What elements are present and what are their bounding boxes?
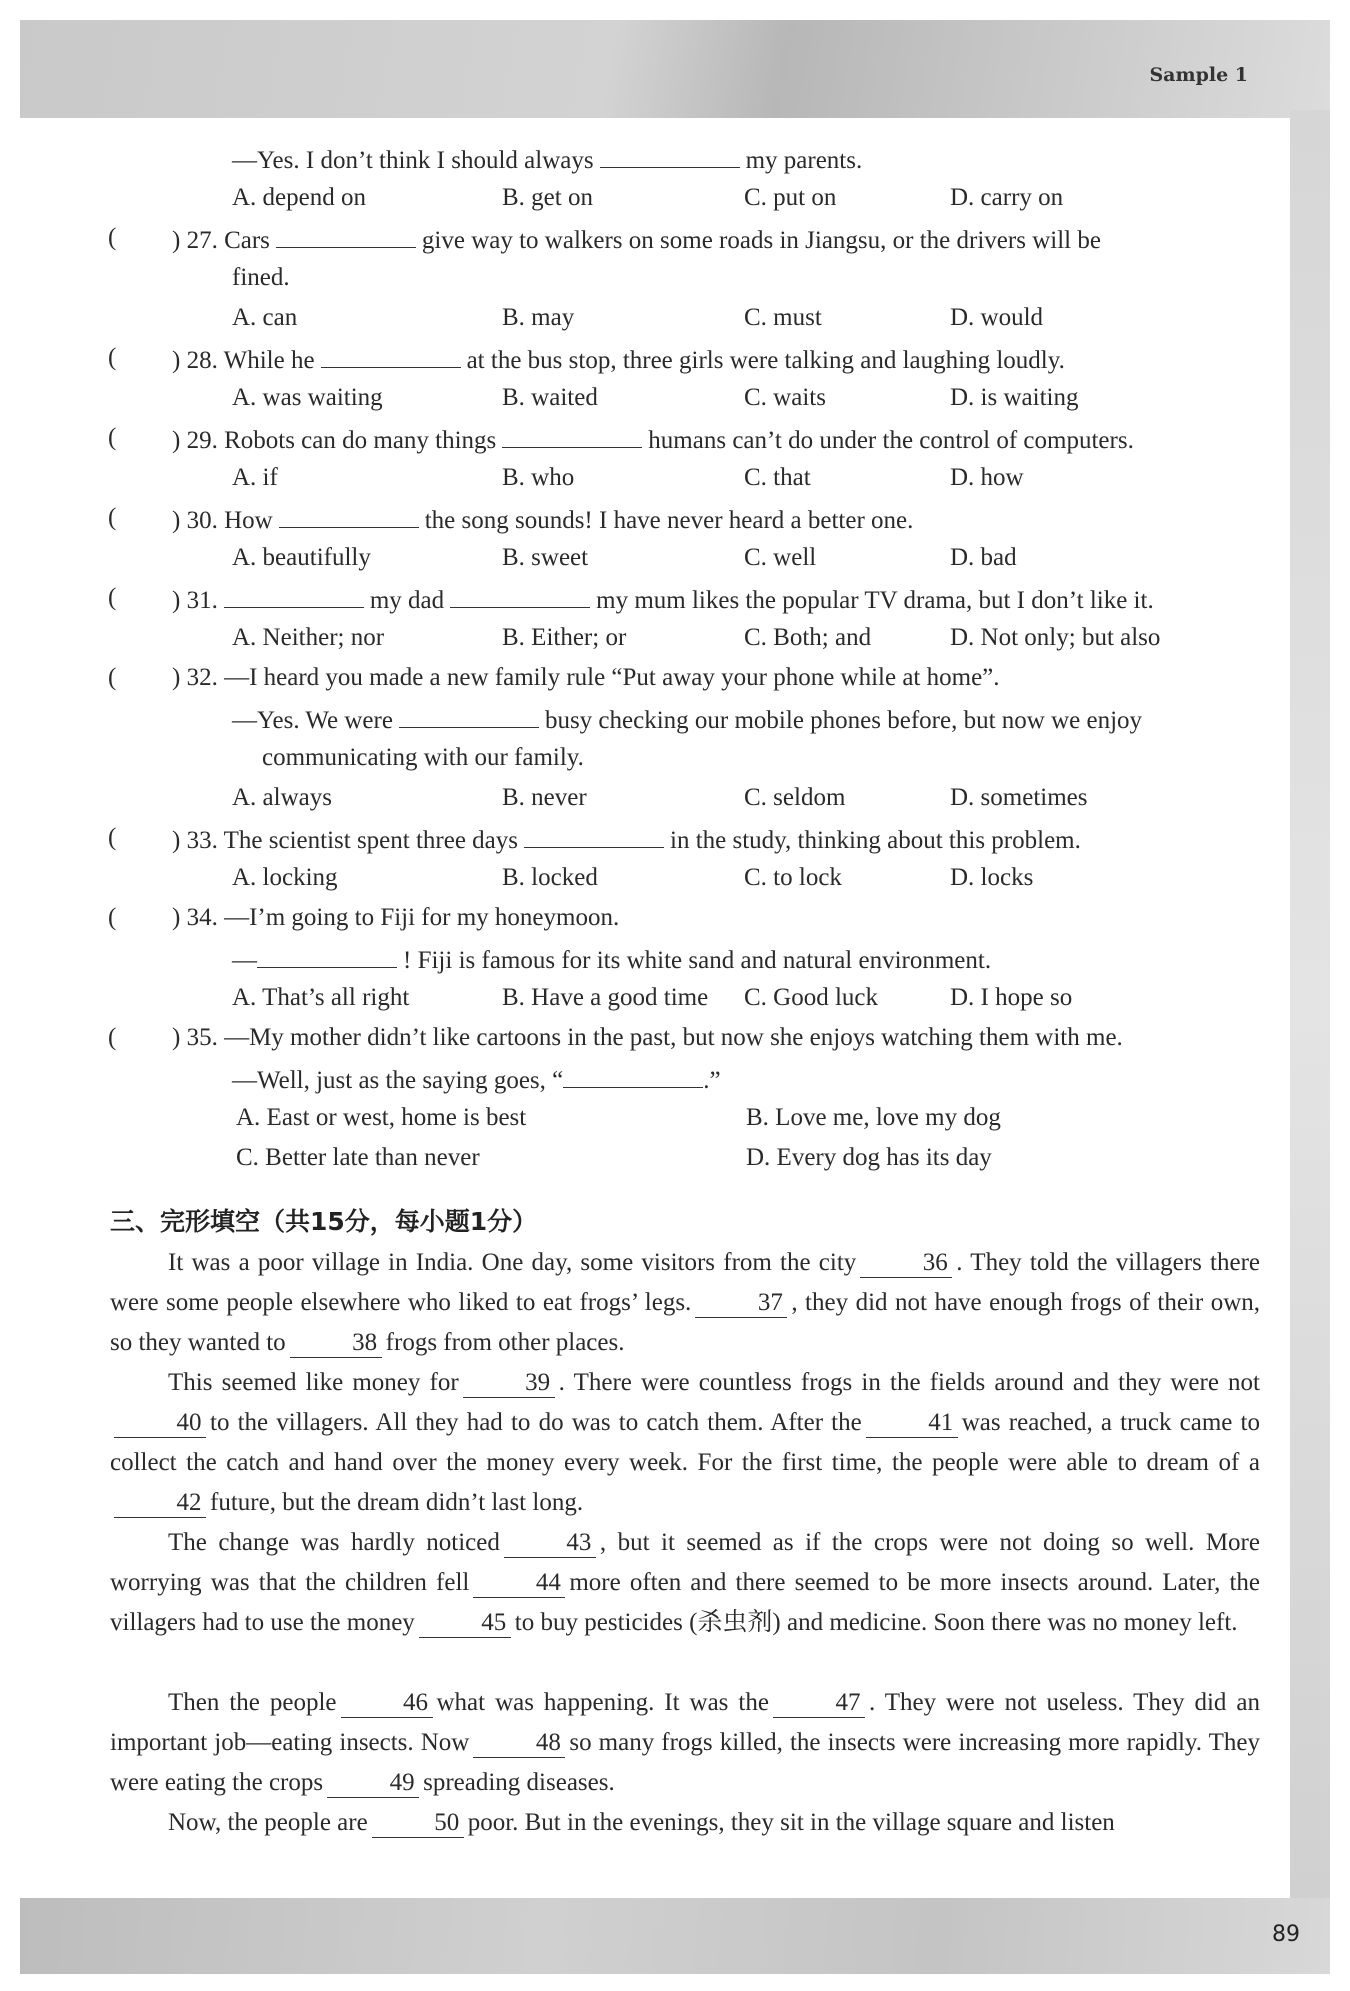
question-number: ) 34. xyxy=(172,904,218,931)
passage-text: so many frogs killed, the insects were increasing more rapidly. They were eating the crops xyxy=(110,1729,1261,1796)
question-32 xyxy=(172,663,1000,693)
cloze-blank: 40 xyxy=(114,1409,206,1438)
question-31 xyxy=(172,583,1154,616)
option-d: D. sometimes xyxy=(950,784,1088,811)
question-text: my mum likes the popular TV drama, but I don’t like it. xyxy=(596,587,1154,614)
answer-bracket: ( xyxy=(108,424,117,451)
option-d: D. bad xyxy=(950,544,1017,571)
answer-bracket: ( xyxy=(108,584,117,611)
answer-blank xyxy=(600,143,740,168)
option-c: C. that xyxy=(744,464,811,491)
question-29 xyxy=(172,423,1134,456)
answer-blank xyxy=(321,343,461,368)
option-a: A. can xyxy=(232,304,298,331)
answer-blank xyxy=(276,223,416,248)
passage-text: was reached, a truck came to collect the catch and hand over the money every week. For the first time, the people were able to dream of a xyxy=(110,1409,1261,1476)
option-d: D. is waiting xyxy=(950,384,1079,411)
question-text: Robots can do many things xyxy=(224,427,497,454)
cloze-paragraph-3 xyxy=(110,1523,1260,1643)
question-30 xyxy=(172,503,913,536)
answer-bracket: ( xyxy=(108,664,117,691)
passage-text: This seemed like money for xyxy=(168,1369,459,1396)
answer-bracket: ( xyxy=(108,1024,117,1051)
answer-blank xyxy=(399,703,539,728)
passage-text: to buy pesticides (杀虫剂) and medicine. Soon there was no money left. xyxy=(514,1609,1238,1636)
question-text: my parents. xyxy=(745,147,863,174)
option-b: B. Have a good time xyxy=(502,984,709,1011)
question-number: ) 29. xyxy=(172,427,218,454)
option-d: D. Every dog has its day xyxy=(746,1144,992,1171)
question-text: the song sounds! I have never heard a better one. xyxy=(424,507,914,534)
option-b: B. never xyxy=(502,784,587,811)
option-b: B. get on xyxy=(502,184,593,211)
sample-label: Sample 1 xyxy=(1149,64,1248,86)
passage-text: Now, the people are xyxy=(168,1809,368,1836)
answer-bracket: ( xyxy=(108,824,117,851)
option-c: C. must xyxy=(744,304,822,331)
right-band xyxy=(1290,110,1330,1900)
passage-text: future, but the dream didn’t last long. xyxy=(210,1489,584,1516)
answer-bracket: ( xyxy=(108,904,117,931)
question-text: humans can’t do under the control of computers. xyxy=(648,427,1134,454)
passage-text: frogs from other places. xyxy=(385,1329,625,1356)
passage-text: Then the people xyxy=(168,1689,337,1716)
option-a: A. locking xyxy=(232,864,338,891)
question-text: Cars xyxy=(224,227,270,254)
option-c: C. Better late than never xyxy=(236,1144,480,1171)
option-c: C. put on xyxy=(744,184,837,211)
answer-blank xyxy=(524,823,664,848)
page-number: 89 xyxy=(1272,1922,1300,1947)
option-b: B. may xyxy=(502,304,575,331)
answer-bracket: ( xyxy=(108,224,117,251)
cloze-paragraph-4 xyxy=(110,1683,1260,1803)
option-c: C. well xyxy=(744,544,817,571)
option-c: C. to lock xyxy=(744,864,842,891)
option-d: D. locks xyxy=(950,864,1034,891)
question-line xyxy=(232,943,991,976)
option-a: A. always xyxy=(232,784,332,811)
option-b: B. Either; or xyxy=(502,624,627,651)
question-28 xyxy=(172,343,1065,376)
option-a: A. Neither; nor xyxy=(232,624,385,651)
question-33 xyxy=(172,823,1081,856)
option-a: A. was waiting xyxy=(232,384,383,411)
top-band xyxy=(20,20,1330,118)
answer-bracket: ( xyxy=(108,344,117,371)
passage-text: what was happening. It was the xyxy=(436,1689,769,1716)
cloze-blank: 48 xyxy=(473,1729,565,1758)
section-heading: 三、完形填空（共15分，每小题1分） xyxy=(110,1207,538,1236)
cloze-blank: 44 xyxy=(473,1569,565,1598)
option-d: D. I hope so xyxy=(950,984,1073,1011)
question-34 xyxy=(172,903,619,933)
question-line xyxy=(232,1063,721,1096)
passage-text: , but it seemed as if the crops were not doing so well. More worrying was that the children fell xyxy=(110,1529,1260,1596)
question-text: How xyxy=(224,507,273,534)
option-c: C. Both; and xyxy=(744,624,872,651)
cloze-paragraph-1 xyxy=(110,1243,1260,1363)
option-d: D. would xyxy=(950,304,1044,331)
cloze-blank: 43 xyxy=(504,1529,596,1558)
answer-blank xyxy=(502,423,642,448)
passage-text: The change was hardly noticed xyxy=(168,1529,500,1556)
passage-text: more often and there seemed to be more insects around. Later, the villagers had to use the money xyxy=(110,1569,1260,1636)
passage-text: poor. But in the evenings, they sit in the village square and listen xyxy=(467,1809,1115,1836)
cloze-blank: 38 xyxy=(290,1329,382,1358)
answer-bracket: ( xyxy=(108,504,117,531)
option-a: A. beautifully xyxy=(232,544,371,571)
question-text: —I heard you made a new family rule “Put away your phone while at home”. xyxy=(224,664,1000,691)
cloze-blank: 37 xyxy=(695,1289,787,1318)
cloze-blank: 46 xyxy=(341,1689,433,1718)
cloze-blank: 42 xyxy=(114,1489,206,1518)
option-d: D. carry on xyxy=(950,184,1064,211)
cloze-blank: 49 xyxy=(327,1769,419,1798)
answer-blank xyxy=(450,583,590,608)
question-text: —Yes. We were xyxy=(232,707,393,734)
passage-text: . They were not useless. They did an important job—eating insects. Now xyxy=(110,1689,1260,1756)
question-number: ) 31. xyxy=(172,587,218,614)
cloze-paragraph-5 xyxy=(110,1803,1260,1843)
option-c: C. seldom xyxy=(744,784,846,811)
option-b: B. locked xyxy=(502,864,598,891)
question-35 xyxy=(172,1023,1123,1053)
cloze-blank: 47 xyxy=(773,1689,865,1718)
question-text: .” xyxy=(703,1067,721,1094)
question-text: — xyxy=(232,947,257,974)
option-b: B. Love me, love my dog xyxy=(746,1104,1001,1131)
question-text: —Well, just as the saying goes, “ xyxy=(232,1067,564,1094)
cloze-blank: 45 xyxy=(419,1609,511,1638)
option-a: A. That’s all right xyxy=(232,984,410,1011)
question-number: ) 28. xyxy=(172,347,218,374)
bottom-band xyxy=(20,1898,1330,1974)
option-b: B. waited xyxy=(502,384,598,411)
passage-text: spreading diseases. xyxy=(423,1769,615,1796)
question-text: While he xyxy=(223,347,315,374)
cloze-blank: 50 xyxy=(372,1809,464,1838)
question-text: in the study, thinking about this problem. xyxy=(670,827,1081,854)
answer-blank xyxy=(257,943,397,968)
question-number: ) 32. xyxy=(172,664,218,691)
cloze-blank: 36 xyxy=(860,1249,952,1278)
question-number: ) 33. xyxy=(172,827,218,854)
answer-blank xyxy=(279,503,419,528)
answer-blank xyxy=(563,1063,703,1088)
option-c: C. waits xyxy=(744,384,826,411)
question-text: —My mother didn’t like cartoons in the past, but now she enjoys watching them with me. xyxy=(224,1024,1123,1051)
passage-text: , they did not have enough frogs of their own, so they wanted to xyxy=(110,1289,1260,1356)
question-27 xyxy=(172,223,1101,256)
passage-text: to the villagers. All they had to do was to catch them. After the xyxy=(210,1409,862,1436)
question-line xyxy=(232,703,1142,736)
question-number: ) 30. xyxy=(172,507,218,534)
cloze-blank: 39 xyxy=(463,1369,555,1398)
question-number: ) 35. xyxy=(172,1024,218,1051)
question-number: ) 27. xyxy=(172,227,218,254)
option-a: A. East or west, home is best xyxy=(236,1104,527,1131)
option-c: C. Good luck xyxy=(744,984,879,1011)
question-text: communicating with our family. xyxy=(262,744,584,771)
passage-text: . They told the villagers there were some people elsewhere who liked to eat frogs’ legs. xyxy=(110,1249,1260,1316)
question-text: fined. xyxy=(232,264,290,291)
answer-blank xyxy=(224,583,364,608)
question-text: —I’m going to Fiji for my honeymoon. xyxy=(224,904,620,931)
option-d: D. how xyxy=(950,464,1024,491)
option-a: A. if xyxy=(232,464,278,491)
passage-text: It was a poor village in India. One day, some visitors from the city xyxy=(168,1249,857,1276)
cloze-paragraph-2 xyxy=(110,1363,1260,1523)
question-line xyxy=(232,143,862,176)
option-a: A. depend on xyxy=(232,184,366,211)
question-text: The scientist spent three days xyxy=(223,827,519,854)
question-text: busy checking our mobile phones before, but now we enjoy xyxy=(544,707,1143,734)
question-text: my dad xyxy=(369,587,445,614)
passage-text: . There were countless frogs in the fields around and they were not xyxy=(558,1369,1261,1396)
question-text: ! Fiji is famous for its white sand and natural environment. xyxy=(403,947,992,974)
cloze-blank: 41 xyxy=(866,1409,958,1438)
option-b: B. who xyxy=(502,464,575,491)
question-text: —Yes. I don’t think I should always xyxy=(232,147,594,174)
question-text: at the bus stop, three girls were talking and laughing loudly. xyxy=(466,347,1065,374)
question-text: give way to walkers on some roads in Jiangsu, or the drivers will be xyxy=(421,227,1101,254)
option-b: B. sweet xyxy=(502,544,589,571)
option-d: D. Not only; but also xyxy=(950,624,1161,651)
